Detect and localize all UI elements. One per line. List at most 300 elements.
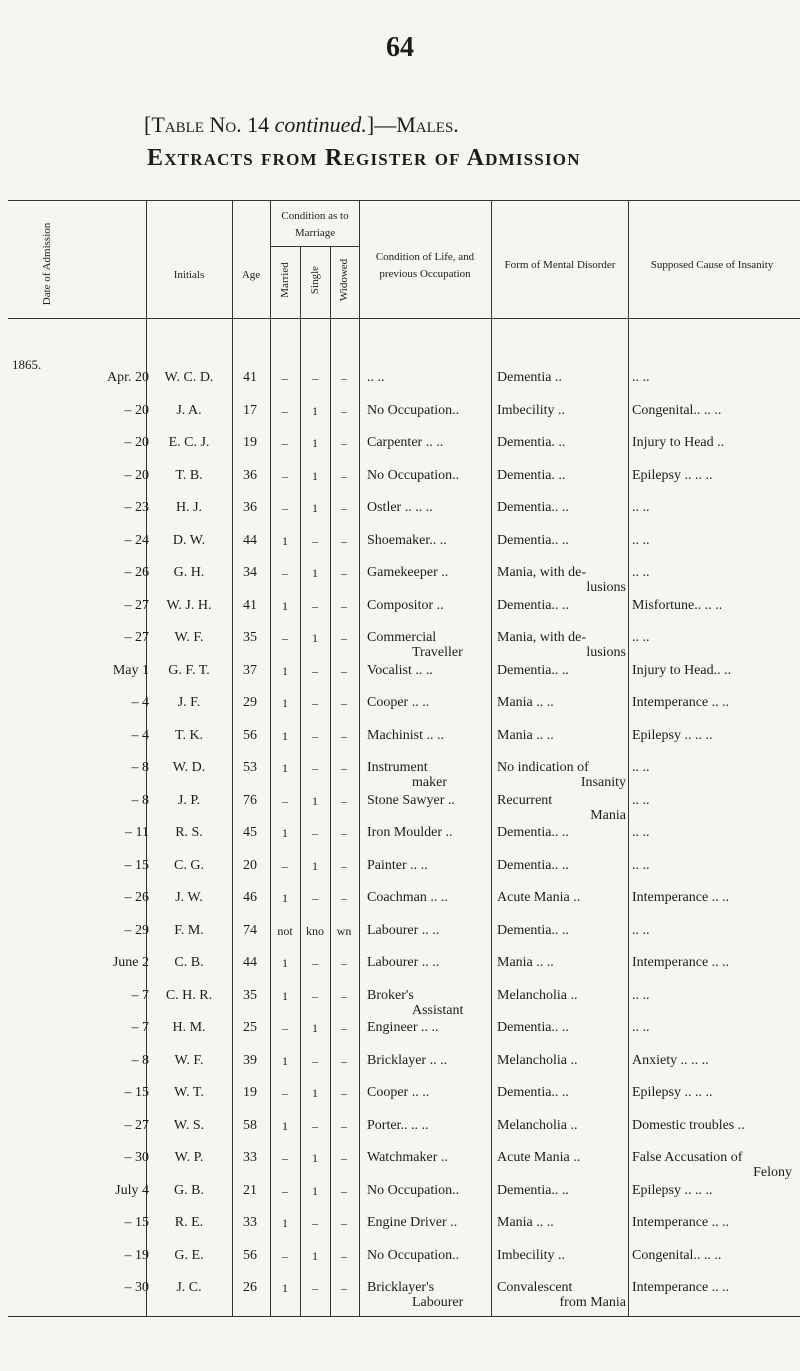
col-rule-3 — [270, 200, 271, 1316]
single-cell: 1 — [312, 1086, 318, 1100]
single-cell: – — [312, 1054, 318, 1068]
age-cell: 37 — [243, 663, 257, 678]
initials-cell: R. S. — [175, 825, 203, 840]
date-cell: – 29 — [124, 923, 149, 938]
form-cell: Dementia. .. — [497, 435, 566, 450]
occupation-cell: Shoemaker.. .. — [367, 533, 447, 548]
date-cell: – 20 — [124, 468, 149, 483]
year-label: 1865. — [12, 357, 42, 372]
form-cell: No indication of — [497, 760, 589, 775]
table-row — [0, 468, 800, 492]
married-cell: 1 — [282, 1119, 288, 1133]
widowed-cell: – — [341, 826, 347, 840]
widowed-cell: – — [341, 1151, 347, 1165]
occupation-cell: Porter.. .. .. — [367, 1118, 429, 1133]
single-cell: – — [312, 599, 318, 613]
age-cell: 41 — [243, 370, 257, 385]
married-cell: 1 — [282, 664, 288, 678]
header-top-rule — [8, 200, 800, 201]
initials-cell: W. P. — [174, 1150, 204, 1165]
initials-cell: J. A. — [176, 403, 202, 418]
table-row — [0, 890, 800, 914]
title-suffix: ]—Males. — [366, 112, 459, 137]
form-cell: Mania .. .. — [497, 955, 554, 970]
widowed-cell: wn — [336, 924, 352, 938]
single-cell: – — [312, 989, 318, 1003]
occupation-cell: Machinist .. .. — [367, 728, 444, 743]
age-cell: 44 — [243, 533, 257, 548]
marriage-rule — [271, 246, 359, 247]
table-row — [0, 663, 800, 687]
date-cell: June 2 — [112, 955, 149, 970]
date-cell: – 19 — [124, 1248, 149, 1263]
initials-cell: G. H. — [173, 565, 205, 580]
single-cell: – — [312, 761, 318, 775]
cause-cell: .. .. — [632, 565, 650, 580]
form-cell: Recurrent — [497, 793, 553, 808]
initials-cell: C. G. — [174, 858, 204, 873]
age-cell: 53 — [243, 760, 257, 775]
table-row — [0, 695, 800, 719]
age-cell: 56 — [243, 1248, 257, 1263]
married-cell: 1 — [282, 729, 288, 743]
form-cell: Dementia.. .. — [497, 858, 569, 873]
cause-cell: Epilepsy .. .. .. — [632, 728, 713, 743]
age-cell: 21 — [243, 1183, 257, 1198]
initials-cell: H. M. — [172, 1020, 206, 1035]
title-prefix: Table No. 14 — [151, 112, 275, 137]
married-cell: 1 — [282, 696, 288, 710]
age-cell: 29 — [243, 695, 257, 710]
date-cell: – 27 — [124, 1118, 149, 1133]
date-cell: – 8 — [131, 793, 149, 808]
age-cell: 19 — [243, 1085, 257, 1100]
age-cell: 74 — [243, 923, 257, 938]
cause-cell: Misfortune.. .. .. — [632, 598, 723, 613]
age-cell: 39 — [243, 1053, 257, 1068]
widowed-cell: – — [341, 599, 347, 613]
table-bottom-rule — [8, 1316, 800, 1317]
age-cell: 41 — [243, 598, 257, 613]
cause-cell: .. .. — [632, 858, 650, 873]
form-cell: Mania .. .. — [497, 728, 554, 743]
widowed-cell: – — [341, 859, 347, 873]
widowed-cell: – — [341, 956, 347, 970]
initials-cell: T. B. — [175, 468, 203, 483]
age-cell: 33 — [243, 1215, 257, 1230]
form-cell: Imbecility .. — [497, 403, 566, 418]
widowed-cell: – — [341, 631, 347, 645]
married-cell: – — [282, 1151, 288, 1165]
initials-cell: H. J. — [175, 500, 203, 515]
occupation-cell: Compositor .. — [367, 598, 444, 613]
table-row — [0, 435, 800, 459]
occupation-cell: Commercial — [367, 630, 437, 645]
widowed-cell: – — [341, 794, 347, 808]
cause-cell: .. .. — [632, 793, 650, 808]
occupation-cell: .. .. — [367, 370, 385, 385]
initials-cell: D. W. — [172, 533, 206, 548]
initials-cell: W. S. — [173, 1118, 205, 1133]
table-title — [144, 112, 459, 138]
table-row — [0, 1215, 800, 1239]
header-initials: Initials — [173, 269, 205, 281]
occupation-cell: Labourer .. .. — [367, 923, 440, 938]
table-row — [0, 858, 800, 882]
occupation-cell: Iron Moulder .. — [367, 825, 453, 840]
form-cell: Dementia.. .. — [497, 1020, 569, 1035]
header-age: Age — [241, 269, 261, 281]
occupation-cell: Cooper .. .. — [367, 695, 430, 710]
age-cell: 45 — [243, 825, 257, 840]
form-cell: Dementia.. .. — [497, 663, 569, 678]
single-cell: – — [312, 371, 318, 385]
married-cell: 1 — [282, 599, 288, 613]
table-row — [0, 988, 800, 1018]
occupation-cell: Bricklayer's — [367, 1280, 435, 1295]
date-cell: – 15 — [124, 1215, 149, 1230]
single-cell: – — [312, 664, 318, 678]
table-row — [0, 955, 800, 979]
date-cell: May 1 — [112, 663, 149, 678]
table-row — [0, 500, 800, 524]
occupation-cell: Broker's — [367, 988, 414, 1003]
header-date: Date of Admission — [41, 222, 53, 306]
cause-cell: Intemperance .. .. — [632, 1280, 730, 1295]
single-cell: 1 — [312, 1021, 318, 1035]
married-cell: 1 — [282, 826, 288, 840]
initials-cell: J. P. — [177, 793, 201, 808]
single-cell: 1 — [312, 1184, 318, 1198]
form-cell-continued: from Mania — [559, 1295, 626, 1310]
table-row — [0, 1248, 800, 1272]
occupation-cell: Bricklayer .. .. — [367, 1053, 448, 1068]
form-cell: Dementia.. .. — [497, 533, 569, 548]
col-rule-7 — [491, 200, 492, 1316]
initials-cell: J. W. — [175, 890, 203, 905]
single-cell: 1 — [312, 436, 318, 450]
married-cell: – — [282, 859, 288, 873]
married-cell: – — [282, 436, 288, 450]
date-cell: – 30 — [124, 1280, 149, 1295]
married-cell: 1 — [282, 891, 288, 905]
date-cell: – 30 — [124, 1150, 149, 1165]
single-cell: 1 — [312, 631, 318, 645]
widowed-cell: – — [341, 891, 347, 905]
age-cell: 36 — [243, 468, 257, 483]
widowed-cell: – — [341, 1281, 347, 1295]
title-continued: continued. — [274, 112, 367, 137]
occupation-cell: Stone Sawyer .. — [367, 793, 455, 808]
widowed-cell: – — [341, 1184, 347, 1198]
cause-cell: Anxiety .. .. .. — [632, 1053, 709, 1068]
header-cause: Supposed Cause of Insanity — [650, 259, 774, 271]
form-cell: Dementia.. .. — [497, 1085, 569, 1100]
age-cell: 17 — [243, 403, 257, 418]
table-row — [0, 1280, 800, 1310]
married-cell: – — [282, 794, 288, 808]
cause-cell: Intemperance .. .. — [632, 890, 730, 905]
cause-cell: .. .. — [632, 1020, 650, 1035]
age-cell: 58 — [243, 1118, 257, 1133]
cause-cell: Epilepsy .. .. .. — [632, 1085, 713, 1100]
table-row — [0, 370, 800, 394]
widowed-cell: – — [341, 1086, 347, 1100]
cause-cell: .. .. — [632, 760, 650, 775]
age-cell: 19 — [243, 435, 257, 450]
initials-cell: T. K. — [174, 728, 204, 743]
age-cell: 44 — [243, 955, 257, 970]
single-cell: – — [312, 826, 318, 840]
cause-cell-continued: Felony — [753, 1165, 792, 1180]
form-cell: Mania, with de- — [497, 630, 587, 645]
title-bracket: [ — [144, 112, 152, 137]
table-subtitle: Extracts from Register of Admission — [147, 145, 581, 171]
age-cell: 26 — [243, 1280, 257, 1295]
single-cell: – — [312, 729, 318, 743]
table-row — [0, 1020, 800, 1044]
header-condition: Condition as to Marriage — [281, 210, 349, 239]
table-row — [0, 760, 800, 790]
occupation-cell: No Occupation.. — [367, 468, 460, 483]
form-cell-continued: Mania — [590, 808, 626, 823]
married-cell: – — [282, 1021, 288, 1035]
initials-cell: C. H. R. — [165, 988, 213, 1003]
initials-cell: W. F. — [174, 1053, 204, 1068]
table-row — [0, 1085, 800, 1109]
cause-cell: Intemperance .. .. — [632, 1215, 730, 1230]
initials-cell: F. M. — [174, 923, 204, 938]
married-cell: – — [282, 631, 288, 645]
form-cell: Mania .. .. — [497, 1215, 554, 1230]
occupation-cell: No Occupation.. — [367, 403, 460, 418]
date-cell: – 20 — [124, 403, 149, 418]
date-cell: – 26 — [124, 890, 149, 905]
married-cell: – — [282, 469, 288, 483]
widowed-cell: – — [341, 1249, 347, 1263]
widowed-cell: – — [341, 371, 347, 385]
widowed-cell: – — [341, 1021, 347, 1035]
initials-cell: R. E. — [174, 1215, 204, 1230]
widowed-cell: – — [341, 1119, 347, 1133]
occupation-cell: Painter .. .. — [367, 858, 428, 873]
col-rule-1 — [146, 200, 147, 1316]
widowed-cell: – — [341, 469, 347, 483]
married-cell: 1 — [282, 761, 288, 775]
cause-cell: Injury to Head.. .. — [632, 663, 732, 678]
form-cell-continued: lusions — [586, 645, 626, 660]
col-rule-2 — [232, 200, 233, 1316]
form-cell: Melancholia .. — [497, 1118, 578, 1133]
initials-cell: G. E. — [174, 1248, 204, 1263]
single-cell: – — [312, 1281, 318, 1295]
table-row — [0, 1183, 800, 1207]
age-cell: 34 — [243, 565, 257, 580]
occupation-cell: Watchmaker .. — [367, 1150, 448, 1165]
table-row — [0, 598, 800, 622]
form-cell: Mania .. .. — [497, 695, 554, 710]
initials-cell: J. C. — [176, 1280, 202, 1295]
date-cell: – 20 — [124, 435, 149, 450]
date-cell: July 4 — [115, 1183, 149, 1198]
occupation-cell: Instrument — [367, 760, 428, 775]
date-cell: – 15 — [124, 1085, 149, 1100]
widowed-cell: – — [341, 664, 347, 678]
age-cell: 20 — [243, 858, 257, 873]
widowed-cell: – — [341, 989, 347, 1003]
occupation-cell: Coachman .. .. — [367, 890, 448, 905]
table-row — [0, 630, 800, 660]
occupation-cell-continued: Traveller — [412, 645, 463, 660]
date-cell: – 27 — [124, 630, 149, 645]
cause-cell: Intemperance .. .. — [632, 955, 730, 970]
initials-cell: C. B. — [174, 955, 204, 970]
widowed-cell: – — [341, 1216, 347, 1230]
table-row — [0, 565, 800, 595]
table-row — [0, 923, 800, 947]
age-cell: 35 — [243, 630, 257, 645]
initials-cell: G. F. T. — [168, 663, 210, 678]
age-cell: 36 — [243, 500, 257, 515]
single-cell: kno — [306, 924, 324, 938]
date-cell: – 27 — [124, 598, 149, 613]
cause-cell: .. .. — [632, 500, 650, 515]
widowed-cell: – — [341, 566, 347, 580]
widowed-cell: – — [341, 404, 347, 418]
single-cell: 1 — [312, 566, 318, 580]
form-cell: Acute Mania .. — [497, 1150, 581, 1165]
form-cell: Dementia.. .. — [497, 500, 569, 515]
married-cell: – — [282, 1184, 288, 1198]
widowed-cell: – — [341, 696, 347, 710]
married-cell: – — [282, 404, 288, 418]
widowed-cell: – — [341, 436, 347, 450]
table-row — [0, 1150, 800, 1180]
age-cell: 56 — [243, 728, 257, 743]
married-cell: 1 — [282, 534, 288, 548]
single-cell: 1 — [312, 1151, 318, 1165]
occupation-cell: Vocalist .. .. — [367, 663, 433, 678]
cause-cell: .. .. — [632, 923, 650, 938]
table-row — [0, 825, 800, 849]
form-cell: Melancholia .. — [497, 988, 578, 1003]
single-cell: 1 — [312, 1249, 318, 1263]
occupation-cell: Ostler .. .. .. — [367, 500, 433, 515]
table-row — [0, 793, 800, 823]
cause-cell: .. .. — [632, 533, 650, 548]
cause-cell: False Accusation of — [632, 1150, 743, 1165]
initials-cell: W. J. H. — [166, 598, 212, 613]
header-bottom-rule — [8, 318, 800, 319]
married-cell: 1 — [282, 1281, 288, 1295]
form-cell: Melancholia .. — [497, 1053, 578, 1068]
occupation-cell-continued: Labourer — [412, 1295, 464, 1310]
initials-cell: W. F. — [174, 630, 204, 645]
form-cell: Dementia.. .. — [497, 598, 569, 613]
form-cell-continued: Insanity — [580, 775, 626, 790]
single-cell: 1 — [312, 859, 318, 873]
date-cell: – 11 — [125, 825, 149, 840]
married-cell: – — [282, 566, 288, 580]
married-cell: 1 — [282, 956, 288, 970]
age-cell: 76 — [243, 793, 257, 808]
cause-cell: .. .. — [632, 988, 650, 1003]
single-cell: – — [312, 534, 318, 548]
cause-cell: .. .. — [632, 630, 650, 645]
table-row — [0, 1118, 800, 1142]
date-cell: – 7 — [131, 1020, 149, 1035]
occupation-cell: Gamekeeper .. — [367, 565, 449, 580]
single-cell: – — [312, 891, 318, 905]
table-row — [0, 1053, 800, 1077]
cause-cell: Intemperance .. .. — [632, 695, 730, 710]
widowed-cell: – — [341, 729, 347, 743]
age-cell: 35 — [243, 988, 257, 1003]
cause-cell: Congenital.. .. .. — [632, 403, 722, 418]
occupation-cell: Engine Driver .. — [367, 1215, 458, 1230]
table-row — [0, 403, 800, 427]
form-cell: Convalescent — [497, 1280, 573, 1295]
married-cell: 1 — [282, 989, 288, 1003]
age-cell: 46 — [243, 890, 257, 905]
form-cell: Dementia.. .. — [497, 1183, 569, 1198]
occupation-cell: Carpenter .. .. — [367, 435, 444, 450]
single-cell: 1 — [312, 469, 318, 483]
cause-cell: Domestic troubles .. — [632, 1118, 745, 1133]
widowed-cell: – — [341, 501, 347, 515]
initials-cell: W. D. — [172, 760, 206, 775]
occupation-cell: No Occupation.. — [367, 1183, 460, 1198]
header-form: Form of Mental Disorder — [504, 259, 616, 271]
date-cell: – 8 — [131, 760, 149, 775]
form-cell: Mania, with de- — [497, 565, 587, 580]
cause-cell: Injury to Head .. — [632, 435, 725, 450]
header-single: Single — [309, 265, 321, 295]
table-row — [0, 728, 800, 752]
page-number: 64 — [386, 32, 414, 63]
occupation-cell: No Occupation.. — [367, 1248, 460, 1263]
occupation-cell-continued: maker — [412, 775, 447, 790]
initials-cell: J. F. — [177, 695, 201, 710]
single-cell: 1 — [312, 794, 318, 808]
form-cell-continued: lusions — [586, 580, 626, 595]
initials-cell: E. C. J. — [168, 435, 210, 450]
married-cell: – — [282, 501, 288, 515]
date-cell: – 15 — [124, 858, 149, 873]
header-occupation: Condition of Life, and previous Occupation — [375, 251, 475, 280]
single-cell: 1 — [312, 501, 318, 515]
occupation-cell-continued: Assistant — [412, 1003, 464, 1018]
date-cell: – 4 — [131, 728, 149, 743]
cause-cell: Congenital.. .. .. — [632, 1248, 722, 1263]
widowed-cell: – — [341, 1054, 347, 1068]
occupation-cell: Cooper .. .. — [367, 1085, 430, 1100]
date-cell: – 26 — [124, 565, 149, 580]
form-cell: Dementia .. — [497, 370, 562, 385]
initials-cell: W. T. — [174, 1085, 204, 1100]
header-married: Married — [279, 262, 291, 298]
date-cell: – 4 — [131, 695, 149, 710]
married-cell: 1 — [282, 1216, 288, 1230]
col-rule-8 — [628, 200, 629, 1316]
col-rule-6 — [359, 200, 360, 1316]
married-cell: – — [282, 1086, 288, 1100]
initials-cell: W. C. D. — [164, 370, 214, 385]
date-cell: Apr. 20 — [107, 370, 149, 385]
form-cell: Dementia. .. — [497, 468, 566, 483]
single-cell: 1 — [312, 404, 318, 418]
married-cell: – — [282, 371, 288, 385]
